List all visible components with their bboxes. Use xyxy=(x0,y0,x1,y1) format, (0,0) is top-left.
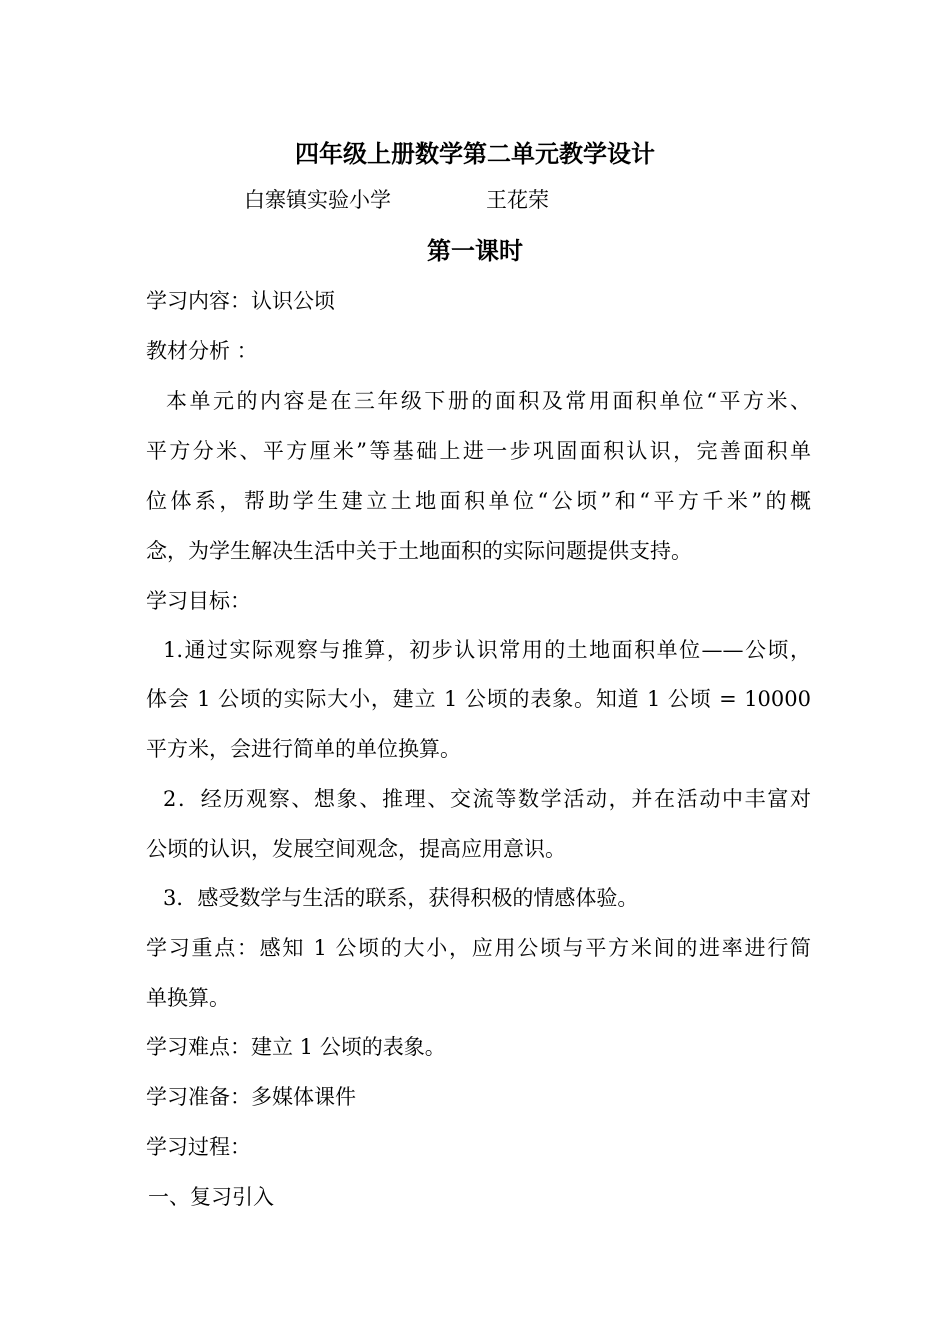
analysis-line-4: 念，为学生解决生活中关于土地面积的实际问题提供支持。 xyxy=(146,539,692,563)
school-name: 白寨镇实验小学 xyxy=(244,188,391,212)
goal-2-line-1: 2．经历观察、想象、推理、交流等数学活动，并在活动中丰富对 xyxy=(163,787,811,811)
key-point-line-2: 单换算。 xyxy=(146,986,230,1010)
preparation: 学习准备：多媒体课件 xyxy=(146,1085,356,1109)
goal-1-line-3: 平方米，会进行简单的单位换算。 xyxy=(146,737,461,761)
process-label: 学习过程： xyxy=(146,1135,251,1159)
difficulty-point: 学习难点：建立 1 公顷的表象。 xyxy=(146,1035,446,1059)
document-title: 四年级上册数学第二单元教学设计 xyxy=(295,139,655,168)
analysis-label: 教材分析 ： xyxy=(146,339,258,363)
goal-3: 3．感受数学与生活的联系，获得积极的情感体验。 xyxy=(163,886,639,910)
analysis-line-3: 位体系，帮助学生建立土地面积单位“公顷”和“平方千米”的概 xyxy=(146,489,811,513)
goal-1-line-2: 体会 1 公顷的实际大小，建立 1 公顷的表象。知道 1 公顷 = 10000 xyxy=(146,687,811,711)
goal-1-line-1: 1.通过实际观察与推算，初步认识常用的土地面积单位——公顷， xyxy=(163,638,811,662)
learning-content: 学习内容：认识公顷 xyxy=(146,289,335,313)
goals-label: 学习目标： xyxy=(146,589,251,613)
author-name: 王花荣 xyxy=(486,188,549,212)
section-review-intro: 一、复习引入 xyxy=(148,1185,274,1209)
key-point-line-1: 学习重点：感知 1 公顷的大小，应用公顷与平方米间的进率进行简 xyxy=(146,936,811,960)
analysis-line-1: 本单元的内容是在三年级下册的面积及常用面积单位“平方米、 xyxy=(166,389,811,413)
analysis-line-2: 平方分米、平方厘米”等基础上进一步巩固面积认识，完善面积单 xyxy=(146,439,811,463)
lesson-title: 第一课时 xyxy=(427,236,523,265)
goal-2-line-2: 公顷的认识，发展空间观念，提高应用意识。 xyxy=(146,837,566,861)
